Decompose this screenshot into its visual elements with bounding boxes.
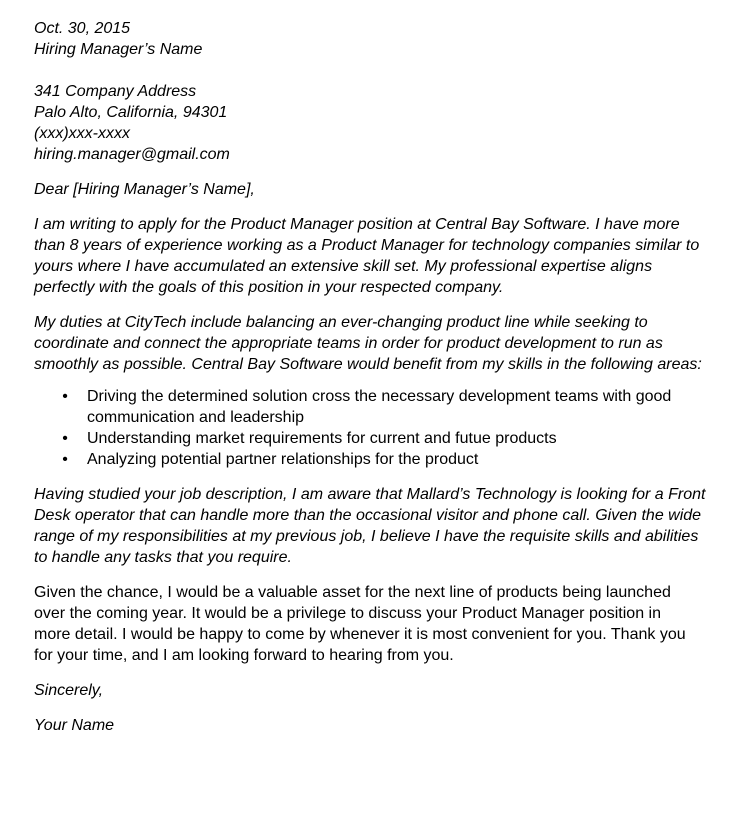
bullet-icon: • <box>62 451 68 468</box>
list-item <box>34 386 724 428</box>
list-item-line: Driving the determined solution cross the necessary development teams with good <box>87 388 672 405</box>
paragraph-line: Given the chance, I would be a valuable asset for the next line of products being launched <box>34 584 671 601</box>
paragraph-line: Desk operator that can handle more than the occasional visitor and phone call. Given the wide <box>34 507 702 524</box>
paragraph-line: than 8 years of experience working as a Product Manager for technology companies similar to <box>34 237 700 254</box>
signature-block <box>34 715 724 736</box>
bullet-icon: • <box>62 388 68 405</box>
paragraph-line: over the coming year. It would be a privilege to discuss your Product Manager position in <box>34 605 661 622</box>
list-item <box>34 428 724 449</box>
paragraph-line: more detail. I would be happy to come by whenever it is most convenient for you. Thank you <box>34 626 686 643</box>
list-item-line: Understanding market requirements for current and futue products <box>87 430 557 447</box>
closing-block <box>34 680 724 701</box>
recipient-address <box>34 81 724 165</box>
address-phone: (xxx)xxx-xxxx <box>34 125 130 142</box>
list-item-line: Analyzing potential partner relationships for the product <box>87 451 479 468</box>
closing: Sincerely, <box>34 682 104 699</box>
paragraph-line: My duties at CityTech include balancing an ever-changing product line while seeking to <box>34 314 648 331</box>
skills-list <box>34 386 724 470</box>
paragraph-line: perfectly with the goals of this position in your respected company. <box>34 279 504 296</box>
paragraph-line: range of my responsibilities at my previous job, I believe I have the requisite skills and abilities <box>34 528 699 545</box>
paragraph-line: I am writing to apply for the Product Manager position at Central Bay Software. I have more <box>34 216 680 233</box>
paragraph-line: Having studied your job description, I am aware that Mallard’s Technology is looking for a Front <box>34 486 706 503</box>
signature-name: Your Name <box>34 717 115 734</box>
paragraph-line: for your time, and I am looking forward to hearing from you. <box>34 647 454 664</box>
list-item-line: communication and leadership <box>87 409 305 426</box>
bullet-icon: • <box>62 430 68 447</box>
paragraph-line: yours where I have accumulated an extensive skill set. My professional expertise aligns <box>34 258 653 275</box>
paragraph-job-description <box>34 484 724 568</box>
paragraph-duties <box>34 312 724 375</box>
salutation-block <box>34 179 724 200</box>
paragraph-line: to handle any tasks that you require. <box>34 549 292 566</box>
paragraph-line: smoothly as possible. Central Bay Software would benefit from my skills in the following areas: <box>34 356 702 373</box>
cover-letter <box>34 18 724 736</box>
list-item <box>34 449 724 470</box>
letter-date: Oct. 30, 2015 <box>34 20 131 37</box>
address-street: 341 Company Address <box>34 83 197 100</box>
paragraph-closing-remarks <box>34 582 724 666</box>
recipient-name: Hiring Manager’s Name <box>34 41 203 58</box>
paragraph-line: coordinate and connect the appropriate teams in order for product development to run as <box>34 335 663 352</box>
address-email: hiring.manager@gmail.com <box>34 146 230 163</box>
address-city-state-zip: Palo Alto, California, 94301 <box>34 104 228 121</box>
salutation: Dear [Hiring Manager’s Name], <box>34 181 255 198</box>
paragraph-intro <box>34 214 724 298</box>
date-and-recipient <box>34 18 724 60</box>
